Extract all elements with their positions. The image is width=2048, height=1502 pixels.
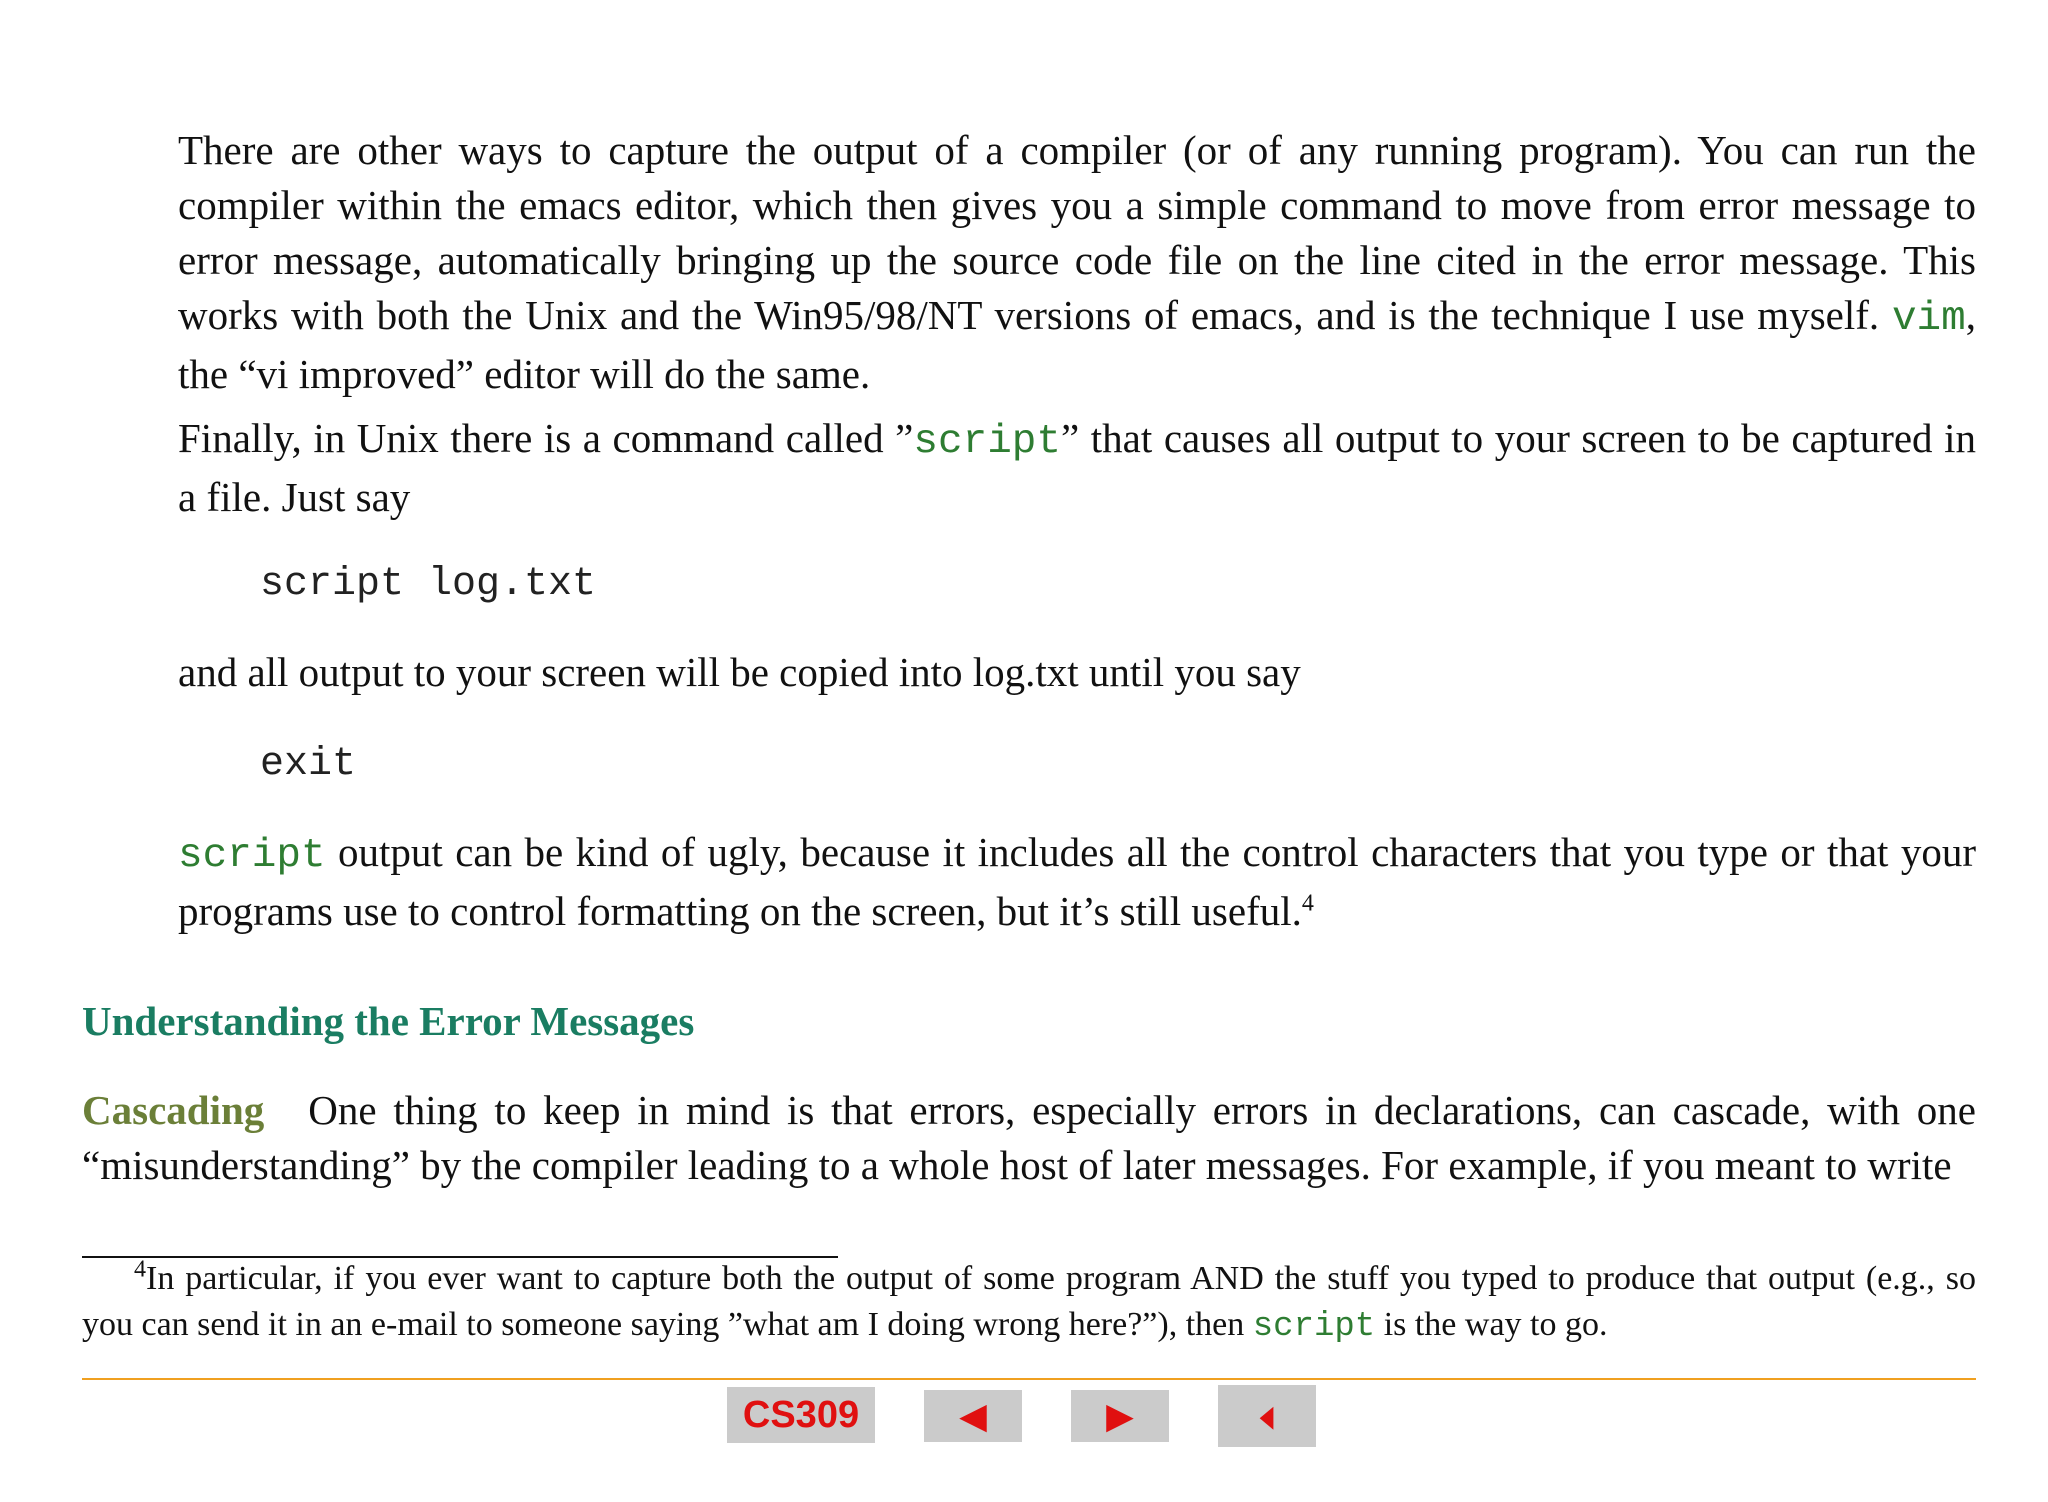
- footnote: [82, 1256, 1976, 1350]
- paragraph-text: output can be kind of ugly, because it includes all the control characters that you type or that your programs use to control formatting on the screen, but it’s still useful.: [178, 829, 1976, 934]
- inline-code-script: script: [178, 833, 326, 879]
- footnote-reference: 4: [1301, 890, 1314, 917]
- footer-divider: [82, 1378, 1976, 1380]
- section-heading: Understanding the Error Messages: [82, 998, 695, 1044]
- runin-heading-cascading: Cascading: [82, 1087, 265, 1133]
- back-arrow-icon: ◀: [1260, 1399, 1274, 1433]
- paragraph-text: There are other ways to capture the output of a compiler (or of any running program). You can run the compiler within the emacs editor, which then gives you a simple command to move from error message to error message, automatically bringing up the source code file on the line cited in the error message. This works with both the Unix and the Win95/98/NT versions of emacs, and is the technique I use myself.: [178, 127, 1976, 338]
- code-block-script-log: script log.txt: [260, 562, 597, 607]
- next-page-button[interactable]: [1071, 1390, 1169, 1442]
- footnote-text: In particular, if you ever want to capture both the output of some program AND the stuff you typed to produce that output (e.g., so you can send it in an e-mail to someone saying ”what am I doing wrong here?”), then: [82, 1260, 1976, 1343]
- course-home-button[interactable]: [727, 1387, 875, 1443]
- previous-page-button[interactable]: [924, 1390, 1022, 1442]
- right-arrow-icon: ▶: [1106, 1395, 1134, 1436]
- inline-code-script: script: [1252, 1308, 1376, 1346]
- paragraph-text: ” that causes all output to your screen to be captured in a file. Just say: [178, 415, 1977, 520]
- paragraph-text: Finally, in Unix there is a command called ”: [178, 415, 914, 461]
- footnote-mark: 4: [134, 1256, 146, 1283]
- inline-code-vim: vim: [1891, 296, 1966, 342]
- paragraph-cascading: [82, 1083, 1976, 1193]
- left-arrow-icon: ◀: [959, 1395, 987, 1436]
- paragraph-text: One thing to keep in mind is that errors, especially errors in declarations, can cascade, with one “misunderstanding” by the compiler leading to a whole host of later messages. For example, if you meant to write: [82, 1087, 1976, 1188]
- course-label: CS309: [742, 1393, 860, 1436]
- code-block-exit: exit: [260, 742, 357, 787]
- paragraph-capture-output: [178, 123, 1976, 402]
- back-button[interactable]: [1218, 1385, 1316, 1447]
- paragraph-script-command: [178, 411, 1976, 525]
- paragraph-script-ugly: [178, 825, 1976, 939]
- paragraph-log-output: and all output to your screen will be copied into log.txt until you say: [178, 649, 1301, 695]
- paragraph-text: , the “vi improved” editor will do the same.: [178, 292, 1976, 397]
- inline-code-script: script: [913, 419, 1062, 465]
- footnote-text: is the way to go.: [1375, 1306, 1608, 1343]
